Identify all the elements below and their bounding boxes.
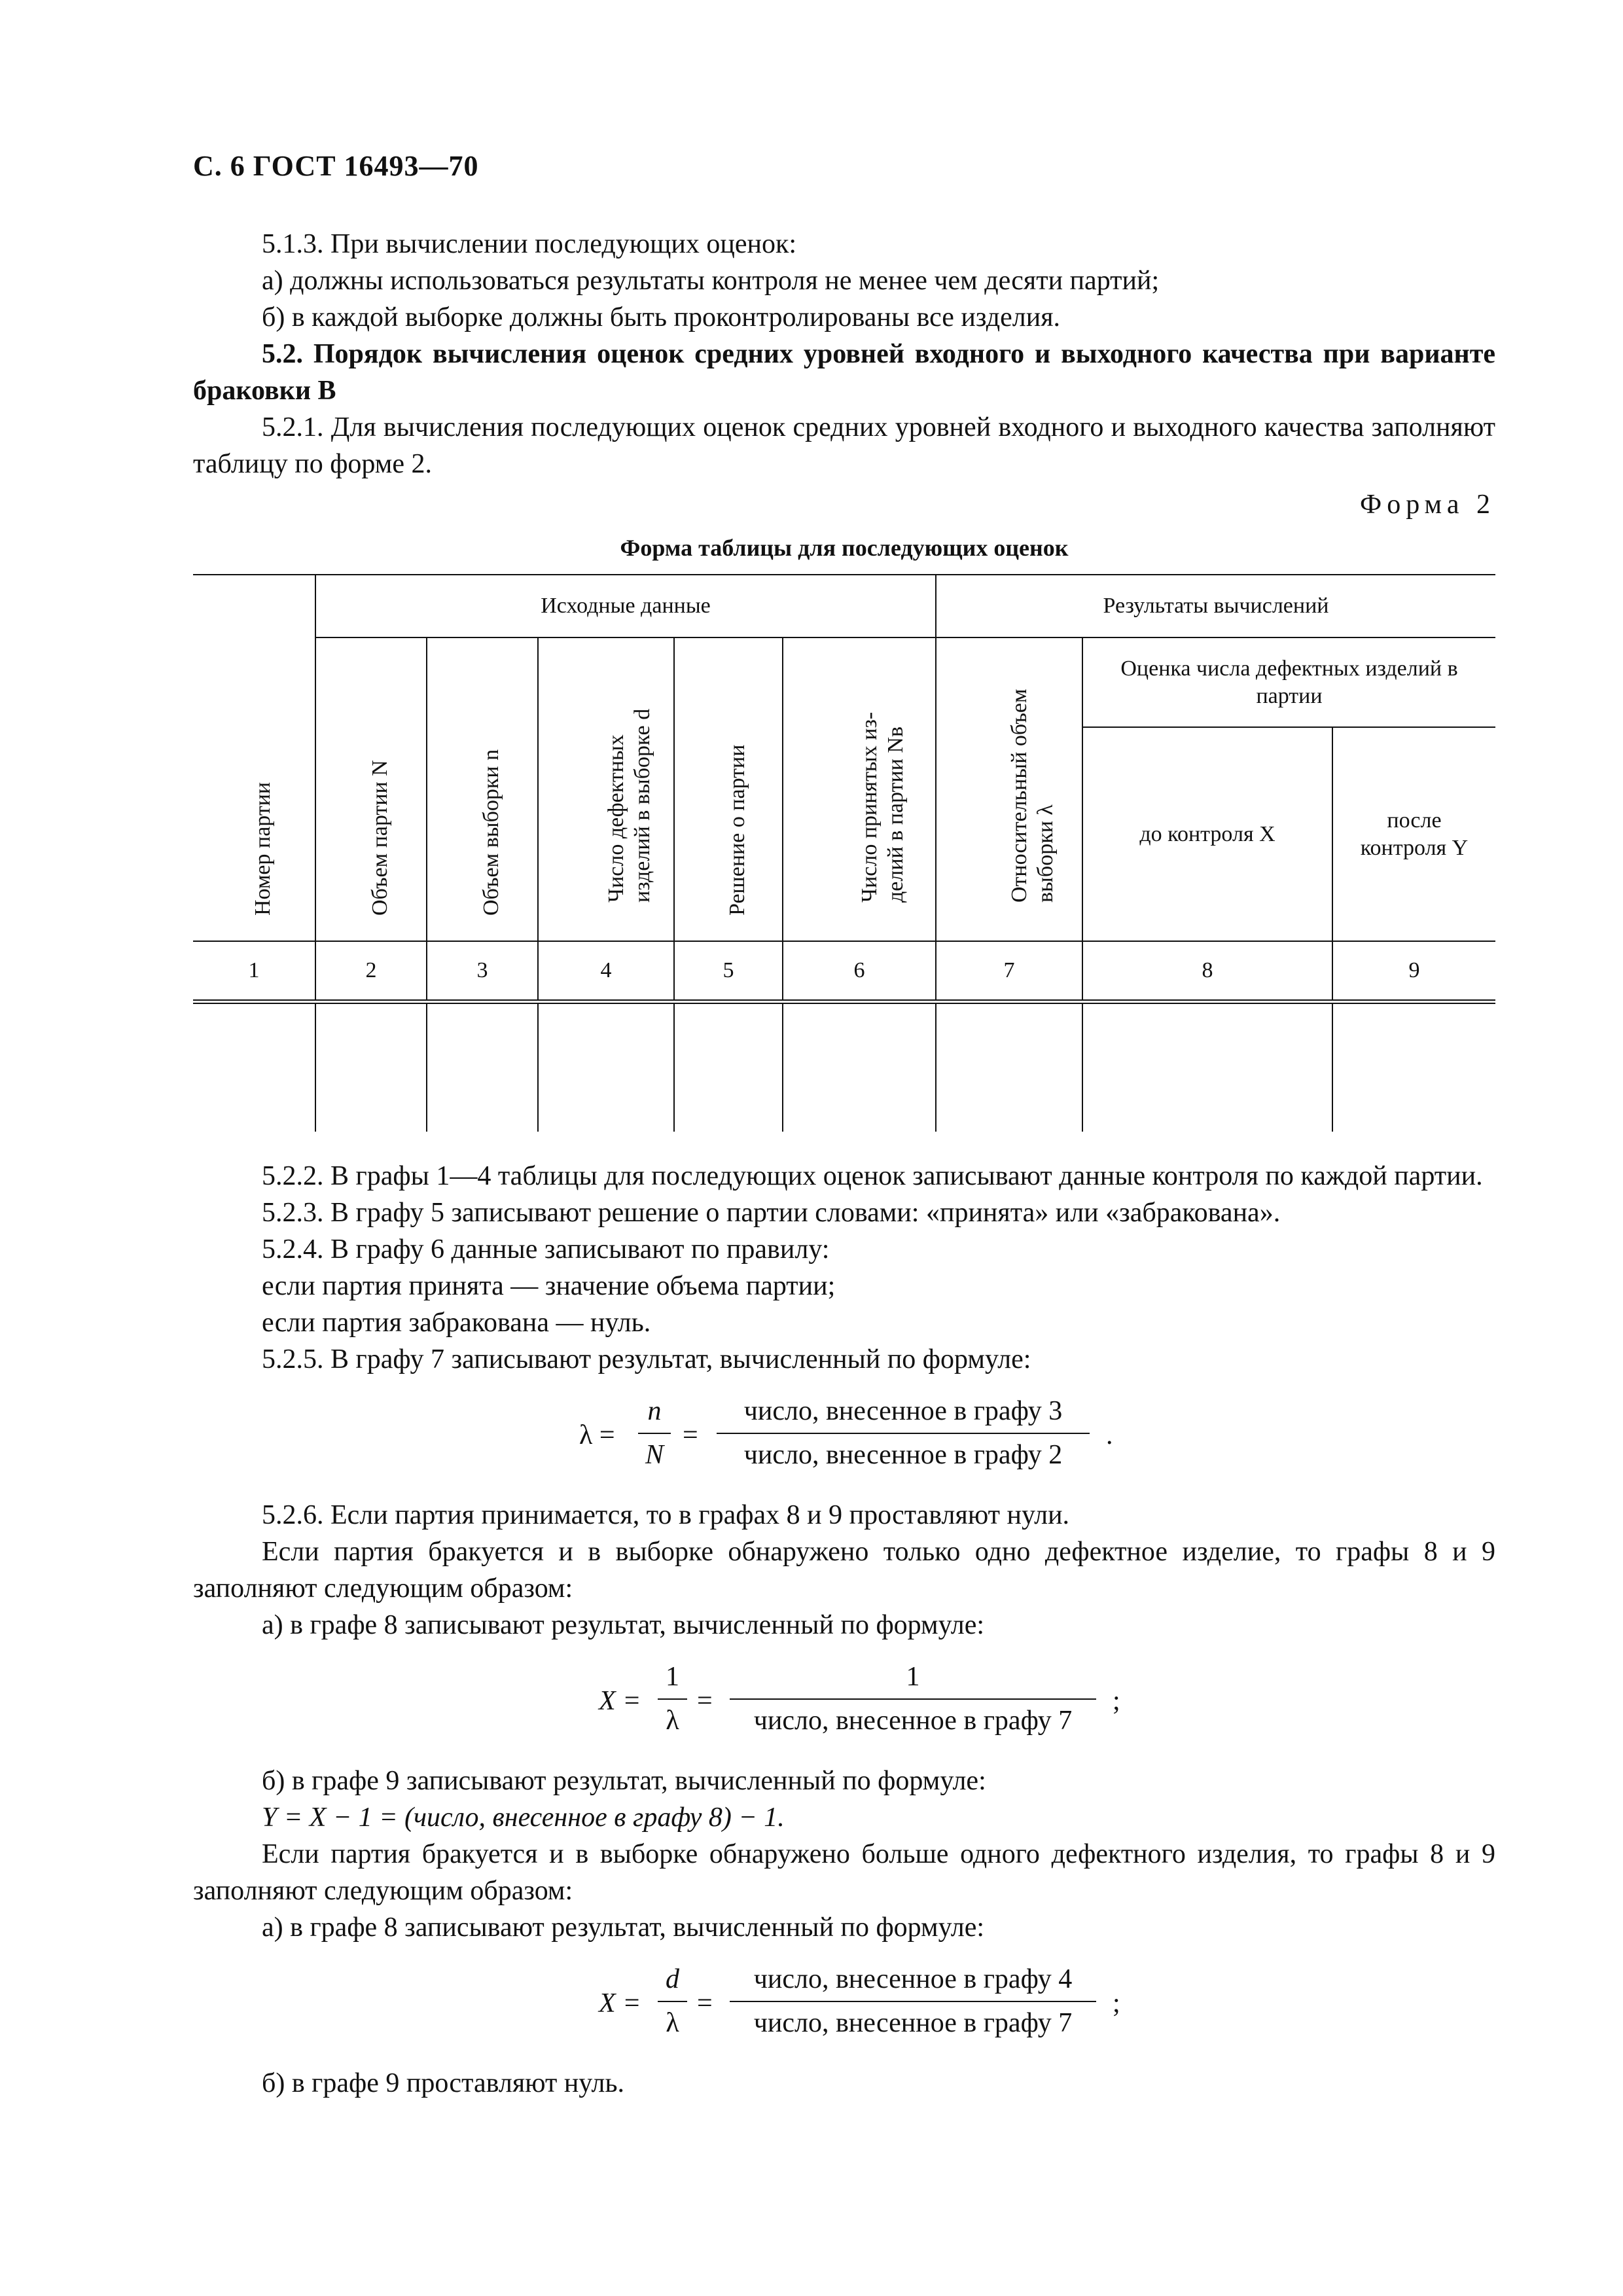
paragraph-5-2-6: 5.2.6. Если партия принимается, то в графах 8 и 9 проставляют нули. [262, 1500, 1070, 1530]
form-table [193, 574, 1495, 1132]
empty-data-row [193, 1002, 1495, 1132]
column-number: 3 [427, 941, 538, 1002]
col-header-7: Относительный объем выборки λ [936, 637, 1082, 941]
item-5-1-3-b: б) в каждой выборке должны быть проконтролированы все изделия. [262, 302, 1061, 332]
formula-lambda: λ = n N = число, внесенное в графу 3 число, внесенное в графу 2 . [579, 1396, 1113, 1470]
column-number: 5 [674, 941, 783, 1002]
col-header-8: до контроля X [1082, 727, 1332, 941]
rule-accepted: если партия принята — значение объема партии; [262, 1271, 836, 1301]
paragraph-multiple-defects: Если партия бракуется и в выборке обнаружено больше одного дефектного изделия, то графы 8 и 9 заполняют следующим образом: [193, 1839, 1495, 1906]
column-number: 1 [193, 941, 315, 1002]
paragraph-5-2-1: 5.2.1. Для вычисления последующих оценок средних уровней входного и выходного качества заполняют таблицу по форме 2. [193, 412, 1495, 479]
rule-rejected: если партия забракована — нуль. [262, 1308, 651, 1338]
page-header: С. 6 ГОСТ 16493—70 [193, 150, 479, 182]
column-number: 4 [538, 941, 674, 1002]
formula-y: Y = X − 1 = (число, внесенное в графу 8) − 1. [262, 1803, 785, 1833]
column-numbers-row [193, 941, 1495, 1002]
section-5-2-heading: 5.2. Порядок вычисления оценок средних уровней входного и выходного качества при варианте браковки В [193, 339, 1495, 406]
paragraph-5-1-3: 5.1.3. При вычислении последующих оценок: [262, 229, 797, 259]
paragraph-5-2-6-single-defect: Если партия бракуется и в выборке обнаружено только одно дефектное изделие, то графы 8 и 9 заполняют следующим образом: [193, 1537, 1495, 1604]
col-header-5: Решение о партии [674, 637, 783, 941]
paragraph-5-2-3: 5.2.3. В графу 5 записывают решение о партии словами: «принята» или «забракована». [262, 1198, 1281, 1228]
form-number: Форма 2 [1360, 490, 1495, 520]
table-caption: Форма таблицы для последующих оценок [620, 535, 1069, 561]
col-header-3: Объем выборки n [427, 637, 538, 941]
item-single-defect-b: б) в графе 9 записывают результат, вычисленный по формуле: [262, 1766, 986, 1796]
paragraph-5-2-4: 5.2.4. В графу 6 данные записывают по правилу: [262, 1234, 830, 1265]
item-single-defect-a: а) в графе 8 записывают результат, вычисленный по формуле: [262, 1610, 985, 1640]
document-body [193, 226, 1495, 2102]
col-header-2: Объем партии N [315, 637, 427, 941]
item-multiple-defects-b: б) в графе 9 проставляют нуль. [262, 2068, 625, 2098]
column-number: 7 [936, 941, 1082, 1002]
col-header-6: Число принятых из- делий в партии Nв [783, 637, 936, 941]
col-header-1: Номер партии [193, 575, 315, 941]
formula-x-single: X = 1 λ = 1 число, внесенное в графу 7 ; [599, 1662, 1120, 1736]
col-header-9: после контроля Y [1332, 727, 1495, 941]
item-5-1-3-a: а) должны использоваться результаты контроля не менее чем десяти партий; [262, 266, 1160, 296]
group-results: Результаты вычислений [936, 575, 1495, 637]
paragraph-5-2-2: 5.2.2. В графы 1—4 таблицы для последующих оценок записывают данные контроля по каждой партии. [262, 1161, 1483, 1191]
col-header-4: Число дефектных изделий в выборке d [538, 637, 674, 941]
column-number: 8 [1082, 941, 1332, 1002]
column-number: 2 [315, 941, 427, 1002]
paragraph-5-2-5: 5.2.5. В графу 7 записывают результат, вычисленный по формуле: [262, 1344, 1031, 1374]
formula-x-multiple: X = d λ = число, внесенное в графу 4 число, внесенное в графу 7 ; [599, 1964, 1120, 2038]
item-multiple-defects-a: а) в графе 8 записывают результат, вычисленный по формуле: [262, 1912, 985, 1943]
column-number: 9 [1332, 941, 1495, 1002]
group-defect-estimate: Оценка числа дефектных изделий в партии [1082, 637, 1495, 727]
column-number: 6 [783, 941, 936, 1002]
group-input-data: Исходные данные [315, 575, 936, 637]
